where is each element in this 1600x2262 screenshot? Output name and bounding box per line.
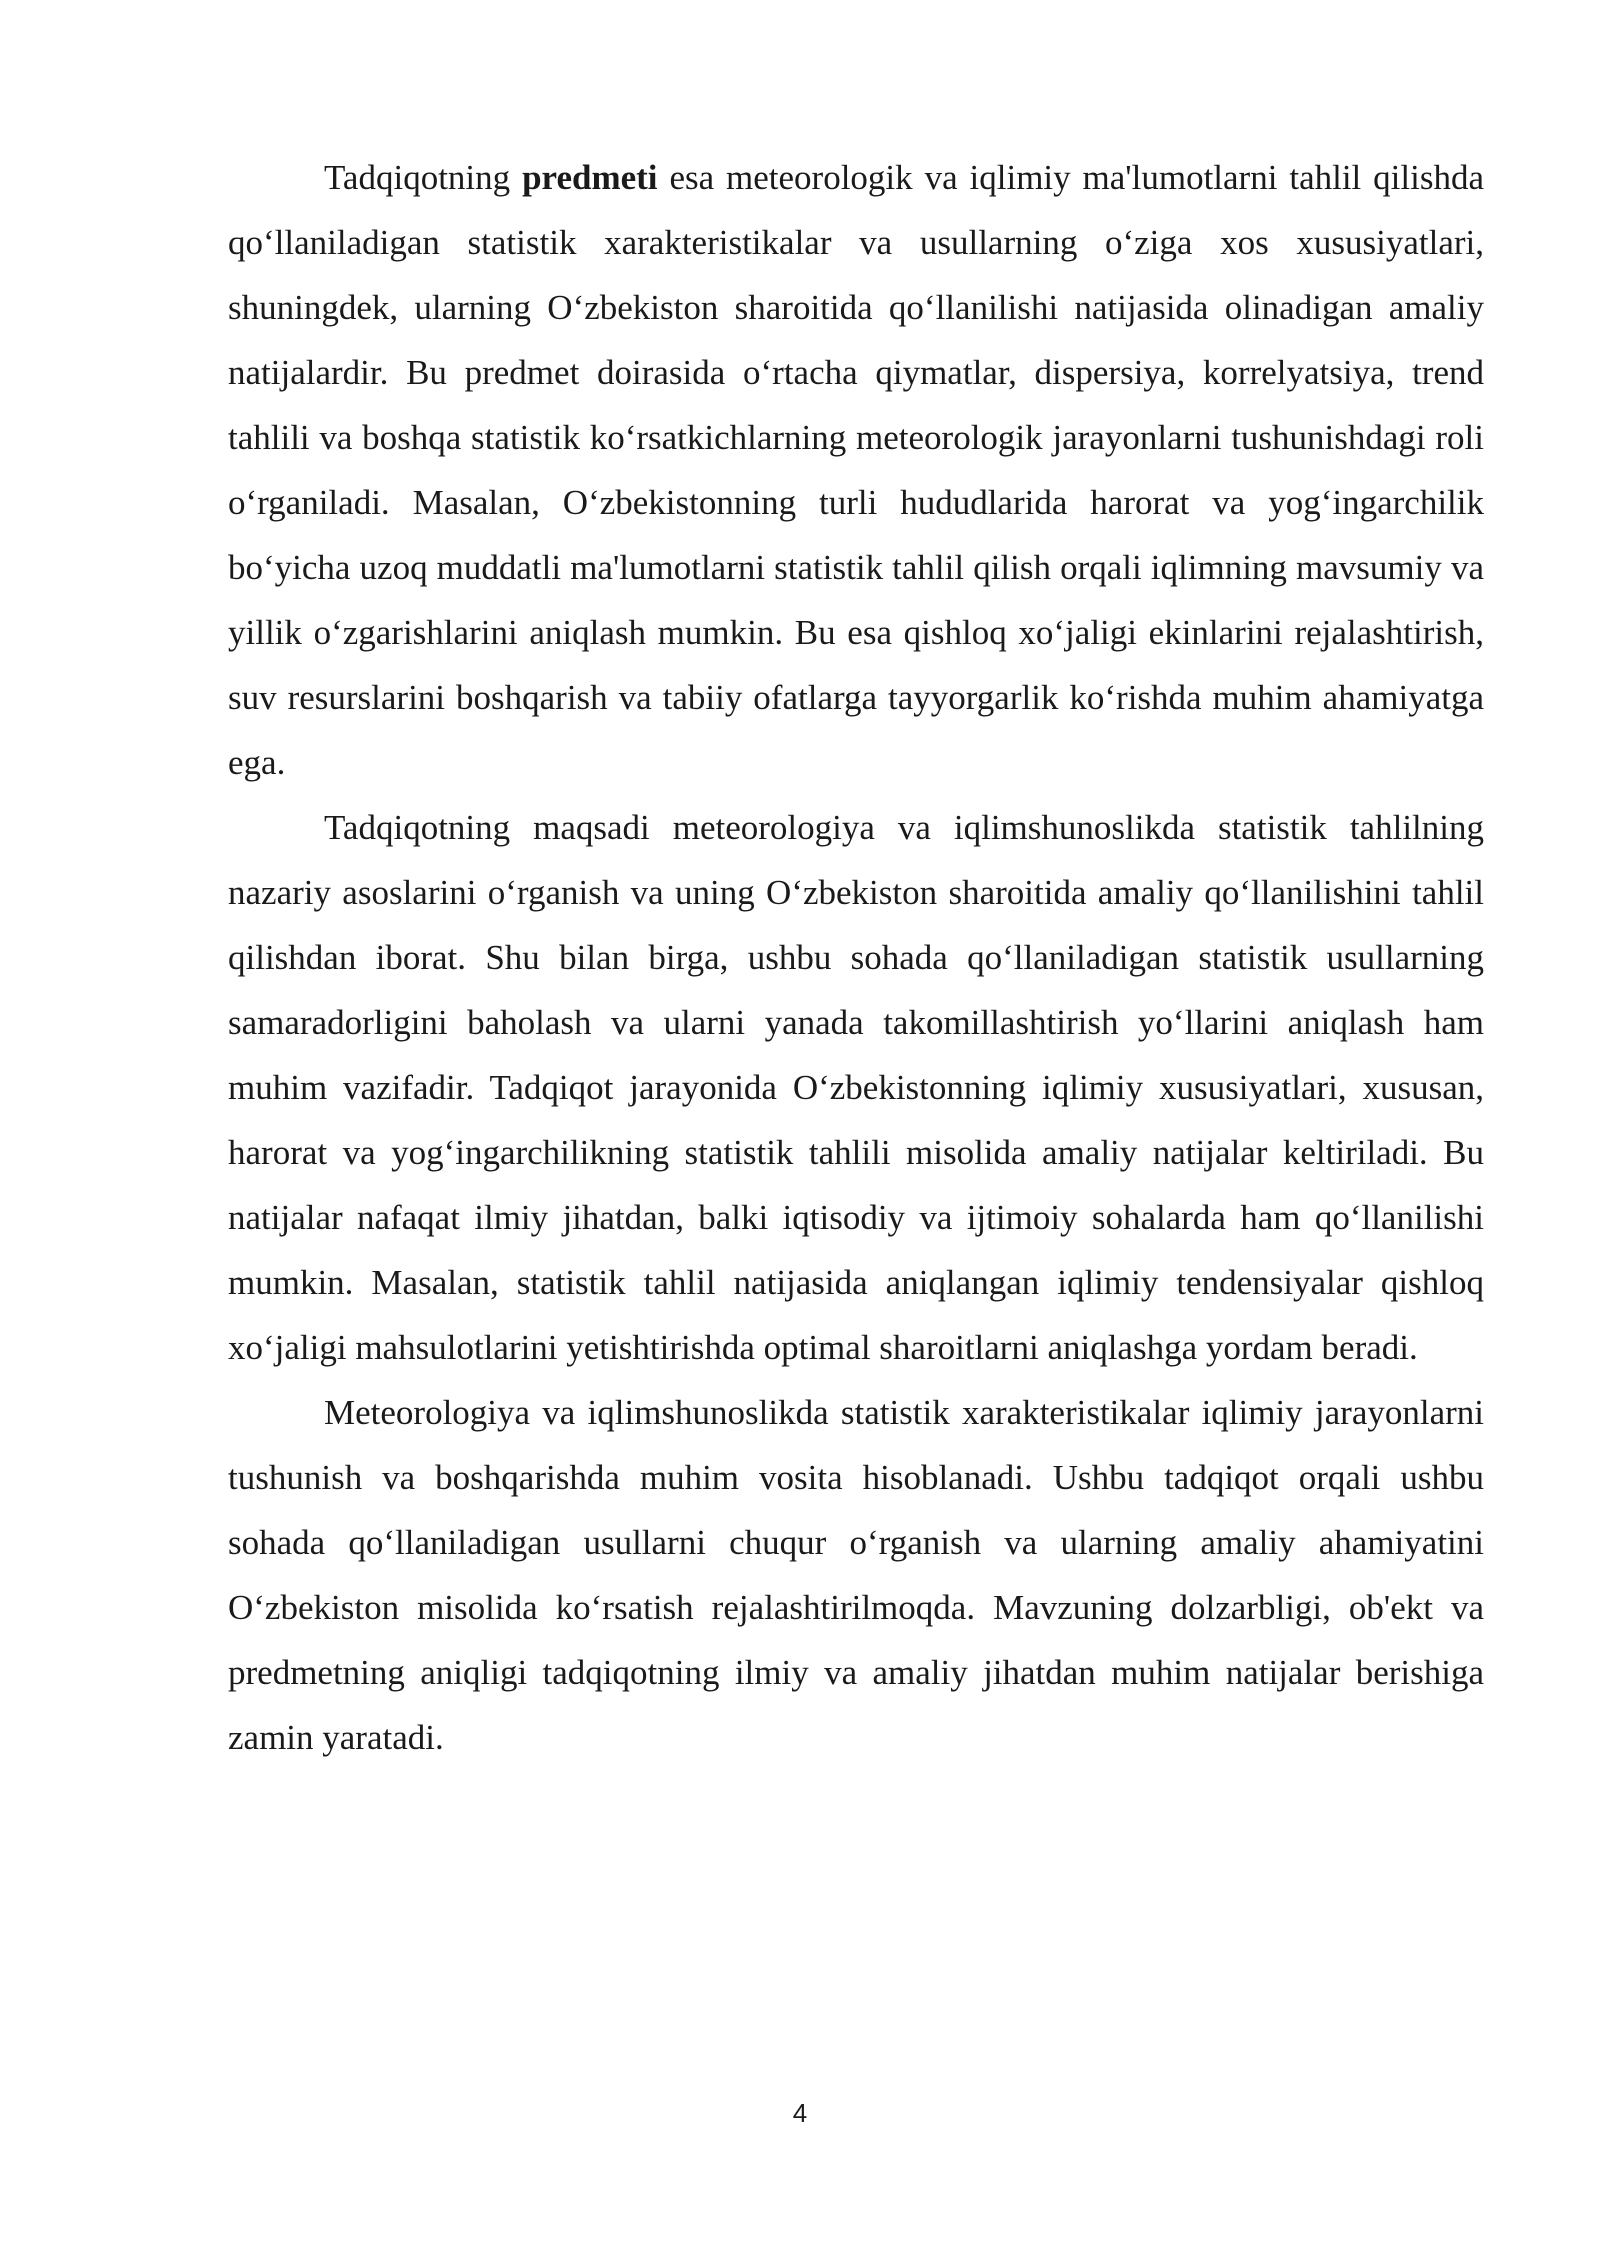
- paragraph-conclusion: Meteorologiya va iqlimshunoslikda statistik xarakteristikalar iqlimiy jarayonlarni tushunish va boshqarishda muhim vosita hisoblanadi. Ushbu tadqiqot orqali ushbu sohada qo‘llaniladigan usullarni chuqur o‘rganish va ularning amaliy ahamiyatini O‘zbekiston misolida ko‘rsatish rejalashtirilmoqda. Mavzuning dolzarbligi, ob'ekt va predmetning aniqligi tadqiqotning ilmiy va amaliy jihatdan muhim natijalar berishiga zamin yaratadi.: [228, 1393, 1484, 1757]
- bold-term-predmeti: predmeti: [522, 158, 658, 197]
- paragraph-intro-text: Tadqiqotning: [324, 158, 511, 197]
- paragraph-subject: [228, 145, 1484, 795]
- paragraph-purpose: Tadqiqotning maqsadi meteorologiya va iqlimshunoslikda statistik tahlilning nazariy asoslarini o‘rganish va uning O‘zbekiston sharoitida amaliy qo‘llanilishini tahlil qilishdan iborat. Shu bilan birga, ushbu sohada qo‘llaniladigan statistik usullarning samaradorligini baholash va ularni yanada takomillashtirish yo‘llarini aniqlash ham muhim vazifadir. Tadqiqot jarayonida O‘zbekistonning iqlimiy xususiyatlari, xususan, harorat va yog‘ingarchilikning statistik tahlili misolida amaliy natijalar keltiriladi. Bu natijalar nafaqat ilmiy jihatdan, balki iqtisodiy va ijtimoiy sohalarda ham qo‘llanilishi mumkin. Masalan, statistik tahlil natijasida aniqlangan iqlimiy tendensiyalar qishloq xo‘jaligi mahsulotlarini yetishtirishda optimal sharoitlarni aniqlashga yordam beradi.: [228, 808, 1484, 1367]
- document-body: [228, 145, 1484, 1770]
- paragraph-rest-text: esa meteorologik va iqlimiy ma'lumotlarni tahlil qilishda qo‘llaniladigan statistik xarakteristikalar va usullarning o‘ziga xos xususiyatlari, shuningdek, ularning O‘zbekiston sharoitida qo‘llanilishi natijasida olinadigan amaliy natijalardir. Bu predmet doirasida o‘rtacha qiymatlar, dispersiya, korrelyatsiya, trend tahlili va boshqa statistik ko‘rsatkichlarning meteorologik jarayonlarni tushunishdagi roli o‘rganiladi. Masalan, O‘zbekistonning turli hududlarida harorat va yog‘ingarchilik bo‘yicha uzoq muddatli ma'lumotlarni statistik tahlil qilish orqali iqlimning mavsumiy va yillik o‘zgarishlarini aniqlash mumkin. Bu esa qishloq xo‘jaligi ekinlarini rejalashtirish, suv resurslarini boshqarish va tabiiy ofatlarga tayyorgarlik ko‘rishda muhim ahamiyatga ega.: [228, 158, 1485, 782]
- page-number: 4: [792, 2098, 808, 2128]
